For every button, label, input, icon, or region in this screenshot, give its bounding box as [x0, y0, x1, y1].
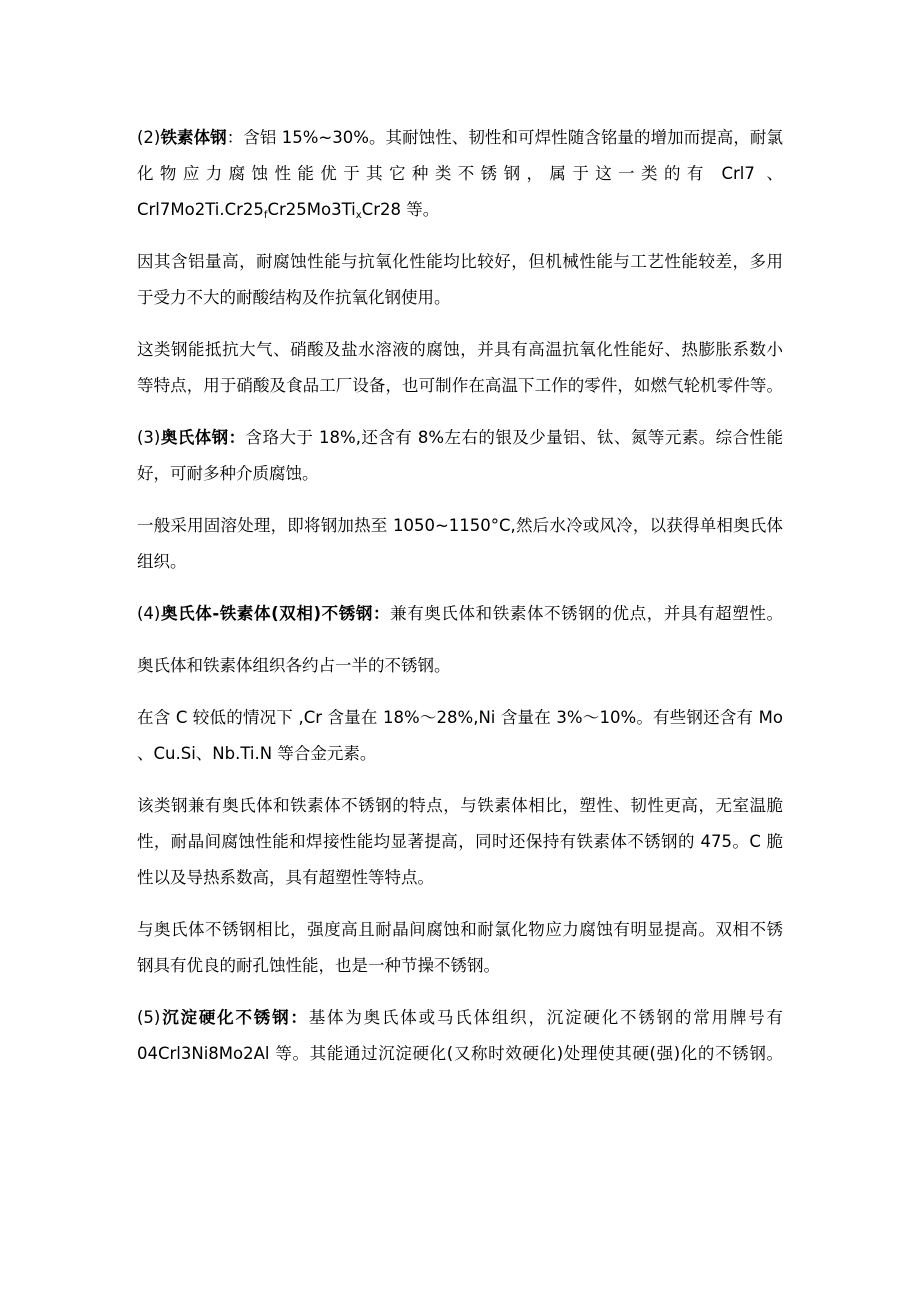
section-title: 铁素体钢: [160, 128, 227, 147]
paragraph: [137, 700, 783, 772]
text-line: 化物应力腐蚀性能优于其它种类不锈钢，属于这一类的有 Crl7 、: [137, 164, 783, 183]
paragraph: [137, 912, 783, 984]
paragraph-precipitation-hardening-steel: [137, 1000, 783, 1072]
paragraph: [137, 788, 783, 896]
text-line: 奥氏体和铁素体组织各约占一半的不锈钢。: [137, 656, 451, 675]
text-span: ：含铝 15%~30%。其耐蚀性、韧性和可焊性随含铭量的增加而提高，耐氯: [226, 128, 783, 147]
text-line: 04Crl3Ni8Mo2Al 等。其能通过沉淀硬化(又称时效硬化)处理使其硬(强)化的不锈钢。: [137, 1044, 783, 1063]
text-span: Cr28 等。: [361, 200, 440, 219]
text-line: [137, 420, 783, 456]
paragraph: [137, 244, 783, 316]
text-line: 这类钢能抵抗大气、硝酸及盐水溶液的腐蚀，并具有高温抗氧化性能好、热膨胀系数小: [137, 340, 783, 359]
section-number: (5): [137, 1008, 161, 1027]
paragraph: [137, 648, 783, 684]
text-span: 含珞大于 18%,还含有 8%左右的银及少量铝、钛、氮等元素。综合性能: [245, 428, 783, 447]
text-line: 好，可耐多种介质腐蚀。: [137, 464, 319, 483]
text-line: 一般采用固溶处理，即将钢加热至 1050~1150°C,然后水冷或风冷，以获得单相奥氏体: [137, 516, 783, 535]
text-line: 于受力不大的耐酸结构及作抗氧化钢使用。: [137, 288, 451, 307]
text-line: 、Cu.Si、Nb.Ti.N 等合金元素。: [137, 744, 377, 763]
paragraph-austenitic-steel: [137, 420, 783, 492]
section-title: 奥氏体钢：: [160, 428, 246, 447]
text-line: [137, 120, 783, 156]
document-page: [137, 120, 783, 1088]
paragraph: [137, 508, 783, 580]
paragraph: [137, 332, 783, 404]
text-line: 与奥氏体不锈钢相比，强度高且耐晶间腐蚀和耐氯化物应力腐蚀有明显提高。双相不锈: [137, 920, 783, 939]
text-line: 钢具有优良的耐孔蚀性能，也是一种节操不锈钢。: [137, 956, 500, 975]
section-title: 奥氏体-铁素体(双相)不锈钢：: [160, 604, 391, 623]
text-line: 在含 C 较低的情况下 ,Cr 含量在 18%～28%,Ni 含量在 3%～10%。有些钢还含有 Mo: [137, 708, 783, 727]
text-span: Cr25Mo3Ti: [267, 200, 356, 219]
text-line: 该类钢兼有奥氏体和铁素体不锈钢的特点，与铁素体相比，塑性、韧性更高，无室温脆: [137, 796, 783, 815]
paragraph-ferritic-steel: [137, 120, 783, 228]
subscript: f: [263, 210, 268, 221]
paragraph-duplex-steel: [137, 596, 783, 632]
text-line: 性以及导热系数高，具有超塑性等特点。: [137, 868, 434, 887]
text-line: [137, 596, 783, 632]
section-title: 沉淀硬化不锈钢：: [160, 1008, 309, 1027]
section-number: (4): [137, 604, 161, 623]
text-line: 等特点，用于硝酸及食品工厂设备，也可制作在高温下工作的零件，如燃气轮机零件等。: [137, 376, 783, 395]
text-span: Crl7Mo2Ti.Cr25: [137, 200, 264, 219]
text-line: [137, 192, 783, 228]
text-line: 组织。: [137, 552, 187, 571]
text-span: 基体为奥氏体或马氏体组织，沉淀硬化不锈钢的常用牌号有: [308, 1008, 783, 1027]
text-line: 性，耐晶间腐蚀性能和焊接性能均显著提高，同时还保持有铁素体不锈钢的 475。C 脆: [137, 832, 783, 851]
text-line: 因其含铝量高，耐腐蚀性能与抗氧化性能均比较好，但机械性能与工艺性能较差，多用: [137, 252, 783, 271]
section-number: (2): [137, 128, 161, 147]
text-span: 兼有奥氏体和铁素体不锈钢的优点，并具有超塑性。: [390, 604, 784, 623]
text-line: [137, 1000, 783, 1036]
subscript: x: [355, 210, 362, 221]
section-number: (3): [137, 428, 161, 447]
